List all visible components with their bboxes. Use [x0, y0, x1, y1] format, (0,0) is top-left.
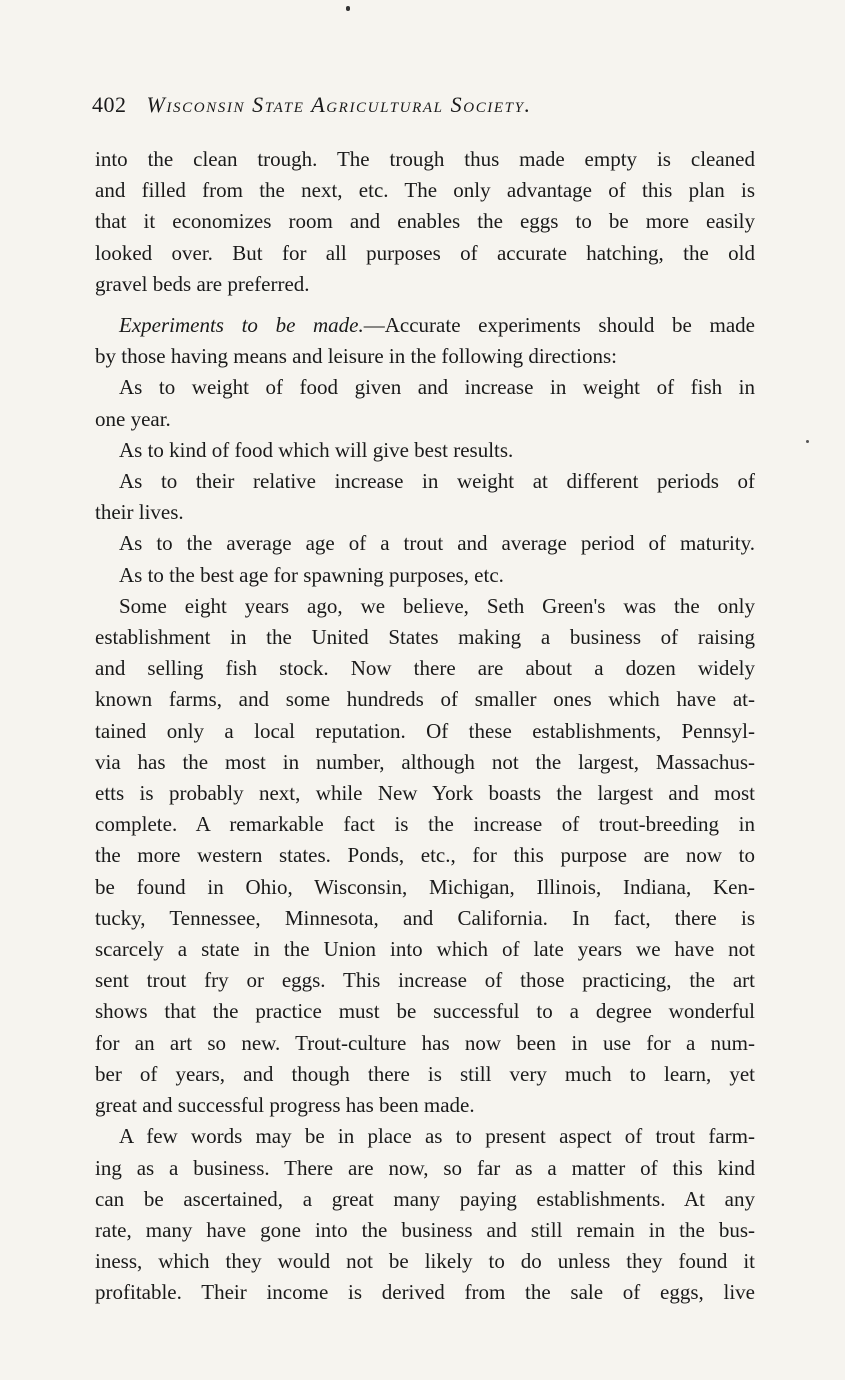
text-line: into the clean trough. The trough thus made empty is cleaned	[95, 147, 755, 171]
text-line: for an art so new. Trout-culture has now been in use for a num-	[95, 1030, 755, 1055]
text-line: gravel beds are preferred.	[95, 271, 310, 296]
text-line: Some eight years ago, we believe, Seth Green's was the only	[119, 593, 755, 618]
text-line: via has the most in number, although not the largest, Massachus-	[95, 749, 755, 774]
text-line: tained only a local reputation. Of these establishments, Pennsyl-	[95, 718, 755, 743]
text-line: can be ascertained, a great many paying establishments. At any	[95, 1186, 755, 1211]
running-title: Wisconsin State Agricultural Society.	[146, 92, 532, 117]
text-line: iness, which they would not be likely to do unless they found it	[95, 1249, 755, 1274]
text-line	[95, 310, 755, 341]
text-line: tucky, Tennessee, Minnesota, and California. In fact, there is	[95, 905, 755, 930]
text-line: rate, many have gone into the business and still remain in the bus-	[95, 1217, 755, 1242]
text-line: ber of years, and though there is still very much to learn, yet	[95, 1061, 755, 1086]
run-in-heading: Experiments to be made.	[119, 313, 364, 338]
text-line: be found in Ohio, Wisconsin, Michigan, Illinois, Indiana, Ken-	[95, 874, 755, 899]
text-line: and selling fish stock. Now there are about a dozen widely	[95, 656, 755, 681]
text-line: scarcely a state in the Union into which of late years we have not	[95, 937, 755, 962]
text-line: A few words may be in place as to present aspect of trout farm-	[119, 1124, 755, 1149]
text-line: sent trout fry or eggs. This increase of those practicing, the art	[95, 968, 755, 993]
page-number: 402	[92, 92, 127, 117]
text-line: etts is probably next, while New York boasts the largest and most	[95, 781, 755, 806]
text-fragment: —Accurate experiments should be made	[363, 313, 755, 338]
text-line: profitable. Their income is derived from the sale of eggs, live	[95, 1280, 755, 1305]
text-line: As to the best age for spawning purposes, etc.	[119, 562, 504, 587]
text-line: As to their relative increase in weight at different periods of	[119, 469, 755, 494]
text-line: great and successful progress has been made.	[95, 1093, 475, 1118]
text-line: the more western states. Ponds, etc., for this purpose are now to	[95, 843, 755, 868]
text-line: As to weight of food given and increase in weight of fish in	[119, 375, 755, 400]
text-line: looked over. But for all purposes of accurate hatching, the old	[95, 240, 755, 265]
text-line: As to the average age of a trout and average period of maturity.	[119, 531, 755, 556]
text-line: that it economizes room and enables the eggs to be more easily	[95, 209, 755, 234]
text-line: their lives.	[95, 500, 184, 525]
text-line: shows that the practice must be successful to a degree wonderful	[95, 999, 755, 1024]
print-speck	[806, 440, 809, 443]
page-header	[92, 92, 752, 118]
text-line: As to kind of food which will give best results.	[119, 437, 514, 462]
print-speck	[346, 6, 350, 11]
body-text	[95, 144, 755, 1309]
text-line: complete. A remarkable fact is the increase of trout-breeding in	[95, 812, 755, 837]
text-line: by those having means and leisure in the following directions:	[95, 344, 617, 369]
text-line: one year.	[95, 406, 171, 431]
text-line: establishment in the United States making a business of raising	[95, 625, 755, 650]
text-line: and filled from the next, etc. The only advantage of this plan is	[95, 178, 755, 203]
text-line: ing as a business. There are now, so far as a matter of this kind	[95, 1155, 755, 1180]
text-line: known farms, and some hundreds of smaller ones which have at-	[95, 687, 755, 712]
